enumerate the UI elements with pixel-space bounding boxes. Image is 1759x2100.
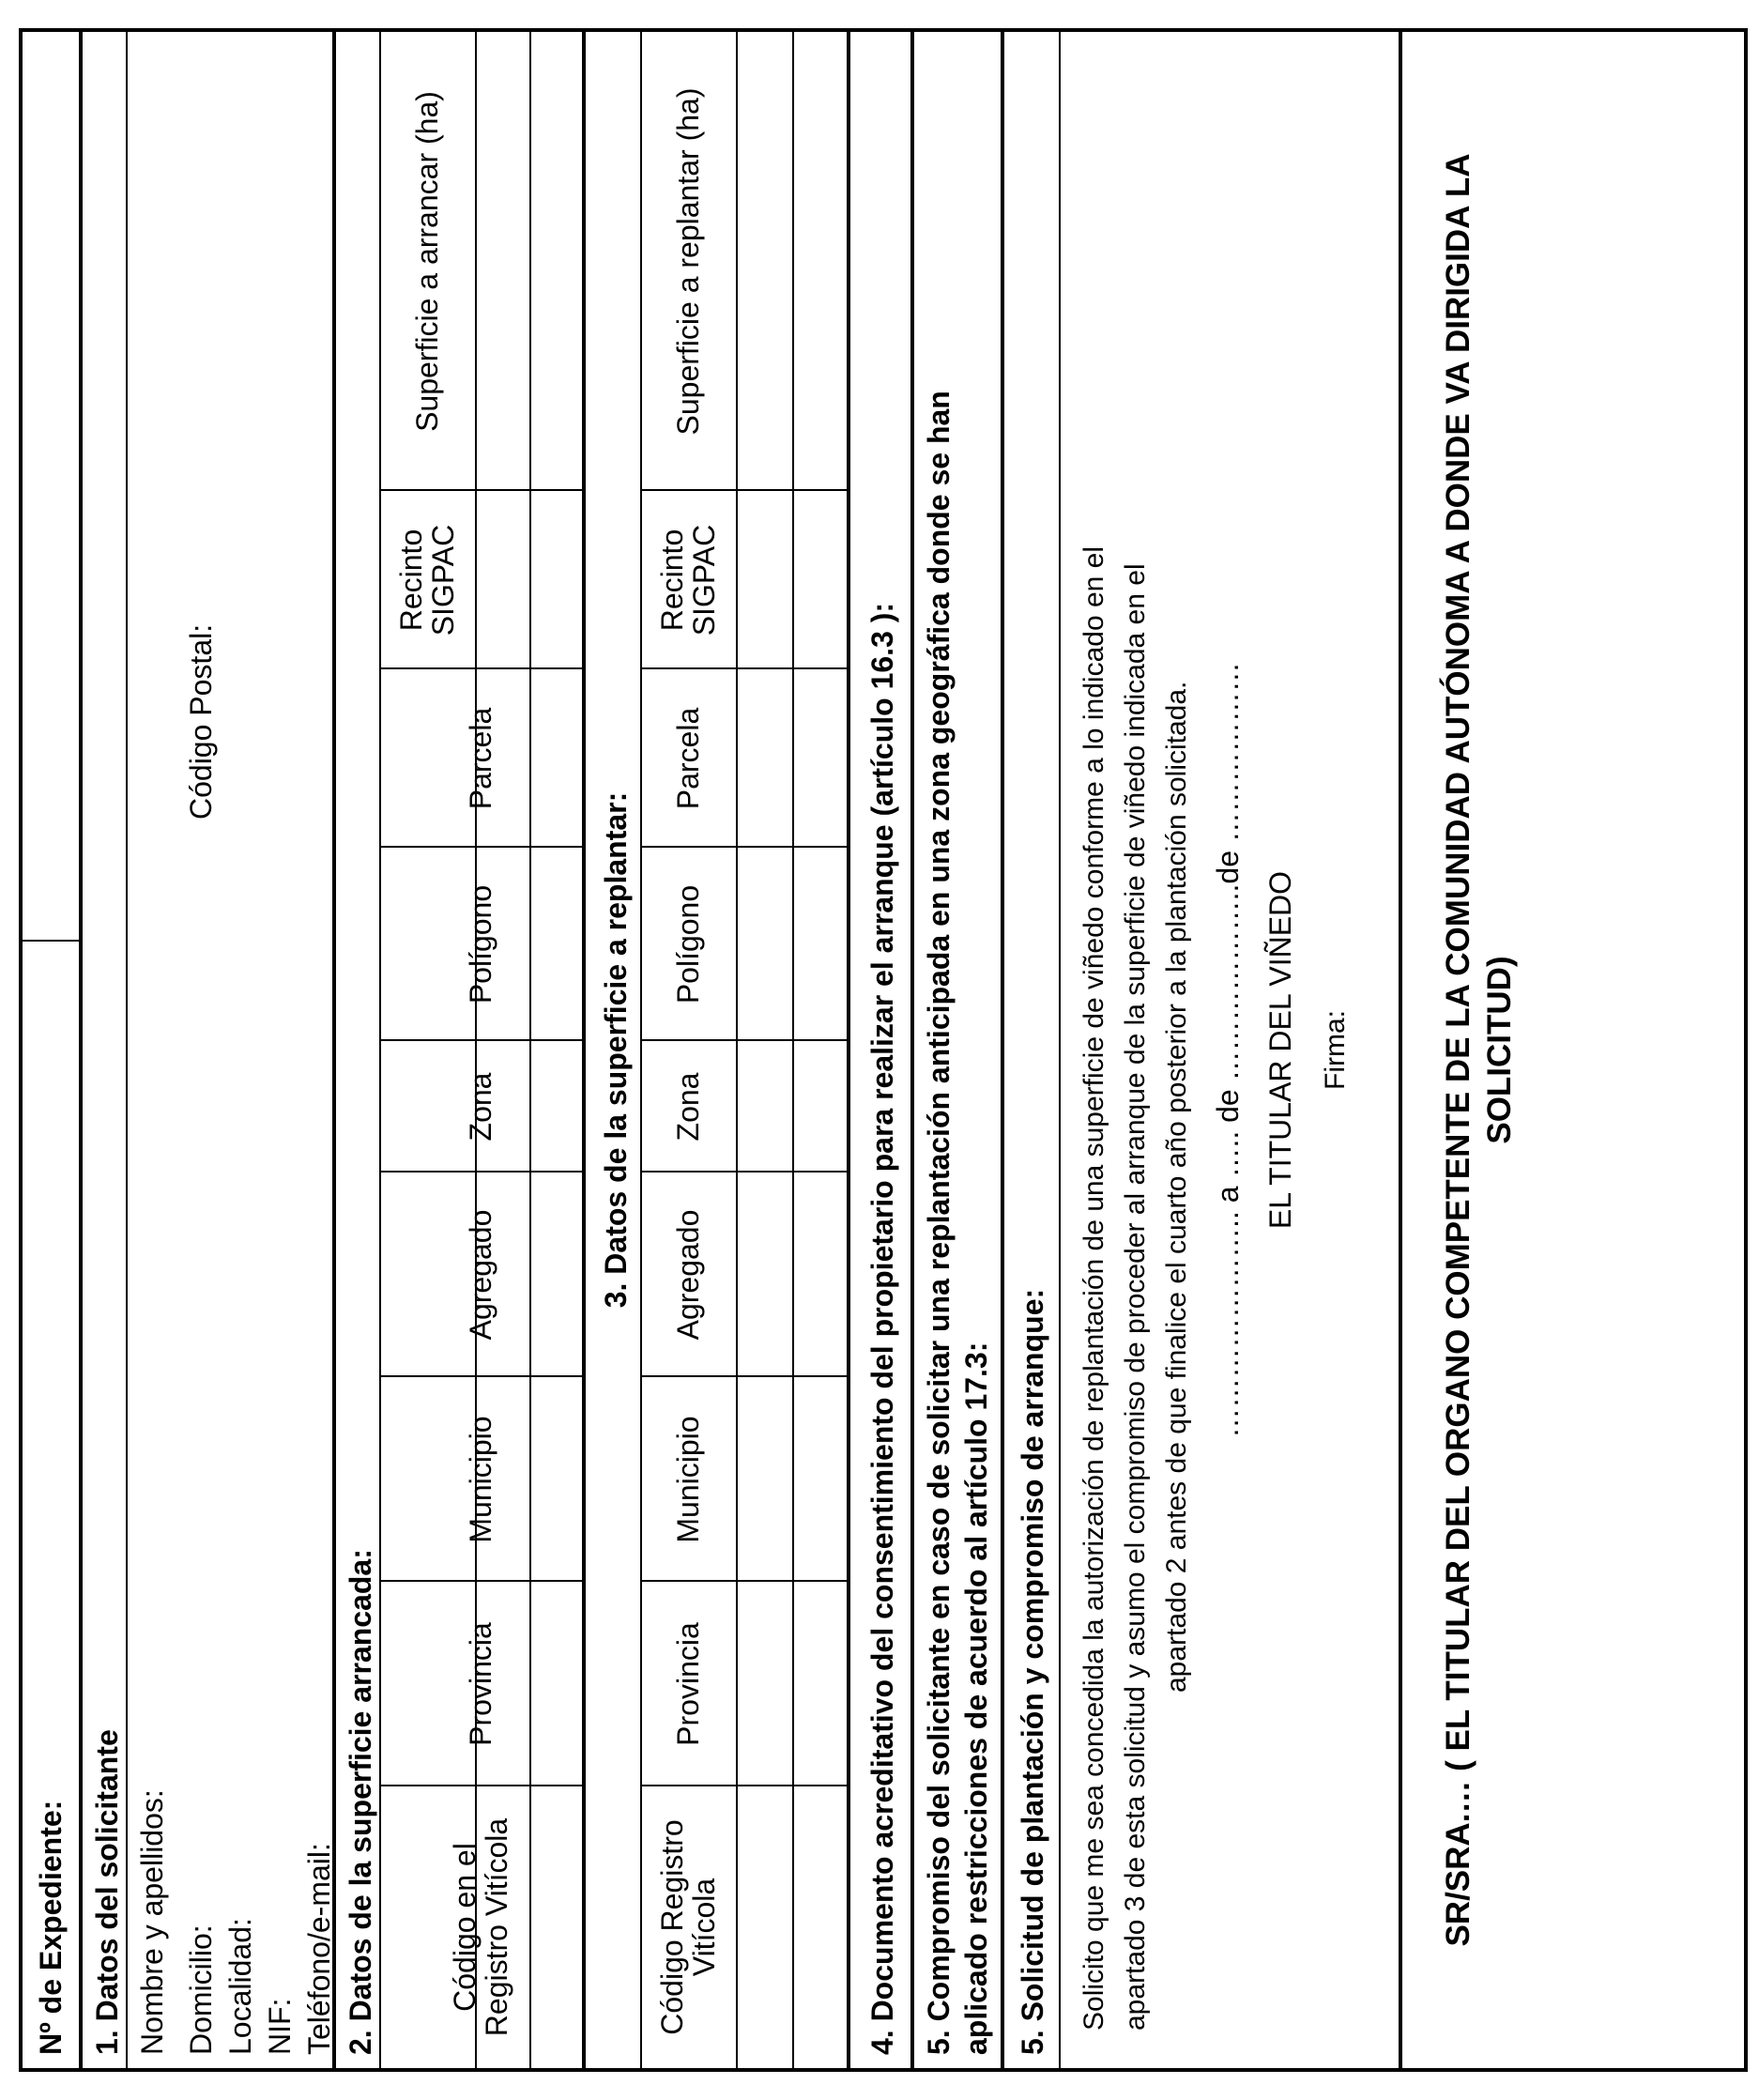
arrancada-col-parcela: Parcela — [464, 707, 498, 810]
arrancada-col-poligono: Polígono — [464, 884, 498, 1004]
replantar-col-provincia: Provincia — [671, 1622, 706, 1746]
replantar-col-line — [642, 1039, 847, 1041]
documento-row — [847, 32, 910, 2068]
arrancada-col-line — [381, 846, 582, 848]
solicitud-body — [1059, 32, 1399, 2068]
date-line[interactable]: ………………….. a ….. de ………………..de ……………… — [1211, 662, 1245, 1438]
replantar-col-line — [642, 1580, 847, 1582]
solicitud-text-line3: apartado 2 antes de que finalice el cuarto año posterior a la plantación solicitada. — [1161, 681, 1192, 1693]
documento-title: 4. Documento acreditativo del consentimiento del propietario para realizar el arranque (artículo 16.3 ): — [865, 602, 899, 2055]
arrancada-col-codigo: Código en el Registro Vitícola — [448, 1817, 513, 2037]
arrancada-col-zona: Zona — [464, 1072, 498, 1142]
firma-label[interactable]: Firma: — [1320, 1010, 1351, 1090]
replantar-col-recinto: Recinto SIGPAC — [655, 524, 721, 636]
replantar-table — [640, 32, 847, 2068]
replantar-row-divider-2 — [792, 32, 794, 2068]
nif-label[interactable]: NIF: — [263, 1998, 297, 2055]
replantar-col-line — [642, 489, 847, 491]
destinatario-row — [1399, 32, 1748, 2068]
compromiso-row — [910, 32, 1001, 2068]
replantar-col-parcela: Parcela — [671, 707, 706, 810]
replantar-row-divider-1 — [736, 32, 738, 2068]
arrancada-col-line — [381, 1375, 582, 1377]
replantar-col-line — [642, 1785, 847, 1786]
replantar-col-poligono: Polígono — [671, 884, 706, 1004]
replantar-title: 3. Datos de la superficie a replantar: — [599, 791, 633, 1309]
replantar-col-line — [642, 667, 847, 669]
solicitud-title: 5. Solicitud de plantación y compromiso de arranque: — [1016, 1288, 1049, 2055]
arrancada-col-agregado: Agregado — [464, 1209, 498, 1341]
solicitud-text-line1: Solicito que me sea concedida la autorización de replantación de una superficie de viñedo conforme a lo indicado en el — [1078, 545, 1109, 2031]
arrancada-col-line — [381, 489, 582, 491]
arrancada-col-municipio: Municipio — [464, 1416, 498, 1543]
arrancada-col-line — [381, 1785, 582, 1786]
arrancada-col-superficie: Superficie a arrancar (ha) — [410, 91, 445, 432]
replantar-col-line — [642, 846, 847, 848]
solicitante-header-row — [79, 32, 126, 2068]
solicitud-text-line2: apartado 3 de esta solicitud y asumo el compromiso de proceder al arranque de la superficie de viñedo indicada en el — [1120, 563, 1151, 2031]
expediente-row — [23, 32, 79, 2068]
expediente-input[interactable] — [23, 30, 79, 942]
arrancada-header-row — [332, 32, 379, 2068]
arrancada-col-line — [381, 667, 582, 669]
destinatario-line1: SR/SRA.… ( EL TITULAR DEL ORGANO COMPETENTE DE LA COMUNIDAD AUTÓNOMA A DONDE VA DIRIGIDA LA — [1440, 153, 1476, 1947]
replantar-col-line — [642, 1171, 847, 1173]
solicitante-title: 1. Datos del solicitante — [90, 1729, 124, 2055]
titular-label: EL TITULAR DEL VIÑEDO — [1263, 870, 1297, 1230]
replantar-col-superficie: Superficie a replantar (ha) — [671, 87, 706, 436]
application-form — [19, 28, 1748, 2072]
arrancada-col-provincia: Provincia — [464, 1622, 498, 1746]
replantar-col-line — [642, 1375, 847, 1377]
domicilio-label[interactable]: Domicilio: — [184, 1924, 218, 2055]
destinatario-line2: SOLICITUD) — [1481, 956, 1518, 1144]
replantar-header-row — [582, 32, 640, 2068]
replantar-col-zona: Zona — [671, 1072, 706, 1142]
telefono-label[interactable]: Teléfono/e-mail: — [302, 1843, 336, 2055]
expediente-label: Nº de Expediente: — [34, 1800, 68, 2055]
replantar-col-municipio: Municipio — [671, 1416, 706, 1543]
arrancada-row-divider-1 — [475, 32, 477, 2068]
compromiso-title-line1: 5. Compromiso del solicitante en caso de solicitar una replantación anticipada en una zona geográfica donde se han — [922, 391, 956, 2055]
replantar-col-agregado: Agregado — [671, 1209, 706, 1341]
codigo-postal-label[interactable]: Código Postal: — [184, 623, 218, 820]
arrancada-col-line — [381, 1171, 582, 1173]
arrancada-row-divider-2 — [529, 32, 531, 2068]
arrancada-col-recinto: Recinto SIGPAC — [394, 524, 460, 636]
solicitante-fields — [126, 32, 336, 2068]
localidad-label[interactable]: Localidad: — [223, 1918, 257, 2055]
replantar-col-codigo: Código Registro Vitícola — [655, 1819, 721, 2035]
nombre-label[interactable]: Nombre y apellidos: — [135, 1789, 169, 2055]
compromiso-title-line2: aplicado restricciones de acuerdo al artículo 17.3: — [959, 1341, 993, 2055]
solicitud-header-row — [1001, 32, 1059, 2068]
arrancada-col-line — [381, 1039, 582, 1041]
arrancada-title: 2. Datos de la superficie arrancada: — [344, 1549, 377, 2055]
arrancada-col-line — [381, 1580, 582, 1582]
arrancada-table — [379, 32, 582, 2068]
